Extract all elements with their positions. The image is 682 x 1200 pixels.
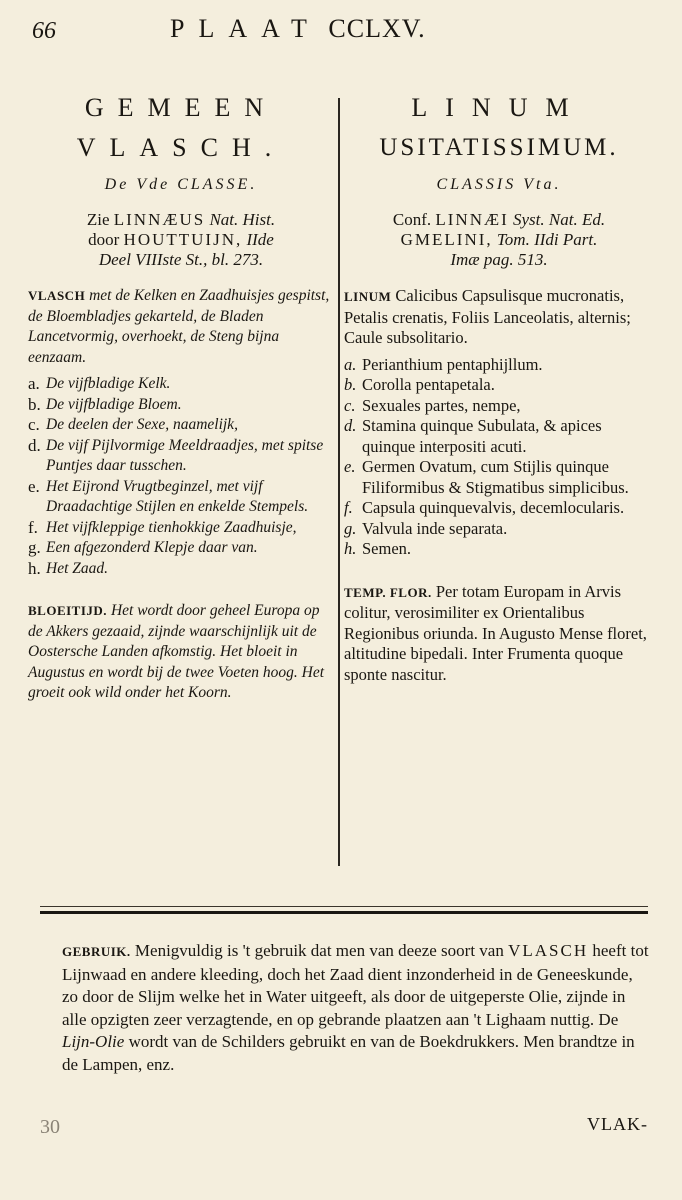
part-key: h. (344, 539, 357, 558)
list-item (344, 457, 654, 498)
part-key: d. (344, 416, 357, 435)
list-item (344, 498, 654, 519)
usage-term-1: VLASCH (508, 941, 589, 960)
left-column (28, 88, 334, 704)
part-key: e. (28, 476, 40, 496)
ref-line3: Deel VIIIste St., bl. 273. (98, 250, 264, 269)
part-key: b. (28, 394, 41, 414)
ref-editor: GMELINI, (400, 230, 493, 249)
list-item (28, 436, 334, 477)
list-item (28, 415, 334, 436)
list-item (344, 539, 654, 560)
part-text: Sexuales partes, nempe, (362, 395, 521, 415)
desc-text: met de Kelken en Zaadhuisjes gespitst, de Bloembladjes gekarteld, de Bladen Lancetvormig, overhoekt, de Steng bijna eenzaam. (28, 287, 330, 366)
temp-label: TEMP. FLOR. (344, 584, 432, 600)
catchword: VLAK- (587, 1114, 648, 1134)
list-item (28, 477, 334, 518)
rule-thick (40, 911, 648, 914)
list-item (28, 559, 334, 580)
part-key: g. (344, 518, 357, 538)
part-key: f. (28, 517, 38, 537)
list-item (28, 395, 334, 416)
bloei-label: BLOEITIJD. (28, 603, 108, 618)
dutch-class: De Vde CLASSE. (104, 176, 258, 193)
latin-reference (344, 210, 654, 270)
part-text: De vijfbladige Kelk. (46, 375, 171, 392)
part-key: b. (344, 375, 357, 394)
temp-text: Per totam Europam in Arvis colitur, verosimiliter ex Orientalibus Regionibus oriunda. In Augusto Mense floret, altitudine bipedali. Inter Frumenta quoque sponte nascitur. (344, 581, 647, 684)
dutch-name-line1: GEMEEN (84, 93, 278, 122)
desc-text: Calicibus Capsulisque mucronatis, Petalis crenatis, Foliis Lanceolatis, alternis; Caule subsolitario. (344, 286, 631, 347)
part-text: Het Eijrond Vrugtbeginzel, met vijf Draadachtige Stijlen en enkelde Stempels. (46, 477, 309, 515)
part-text: Perianthium pentaphijllum. (362, 354, 543, 374)
part-key: c. (28, 415, 40, 434)
part-key: a. (344, 354, 357, 374)
part-text: Een afgezonderd Klepje daar van. (46, 539, 258, 556)
latin-parts-list (344, 355, 654, 560)
list-item (28, 374, 334, 395)
part-key: e. (344, 457, 356, 476)
ref-work: Nat. Hist. (209, 210, 276, 229)
plate-word: PLAAT (170, 14, 321, 43)
list-item (28, 518, 334, 539)
desc-label: VLASCH (28, 288, 86, 303)
part-text: Stamina quinque Subulata, & apices quinque interpositi acuti. (362, 416, 602, 456)
list-item (28, 538, 334, 559)
ref-part: IIde (246, 230, 274, 249)
ref-translator: HOUTTUIJN, (123, 230, 243, 249)
part-text: Germen Ovatum, cum Stijlis quinque Filiformibus & Stigmatibus simplicibus. (362, 457, 629, 497)
part-key: g. (28, 538, 41, 557)
ref-tom: Tom. IIdi Part. (496, 230, 598, 249)
right-column (344, 88, 654, 685)
signature-mark: 30 (40, 1116, 60, 1138)
latin-name-line1: LINUM (411, 93, 587, 122)
list-item (344, 416, 654, 457)
plate-number: CCLXV. (328, 14, 426, 43)
dutch-name-line2: VLASCH. (76, 133, 286, 162)
usage-label: GEBRUIK. (62, 944, 131, 959)
dutch-reference (28, 210, 334, 270)
part-key: f. (344, 498, 353, 517)
part-text: Semen. (362, 539, 412, 558)
usage-text-1: Menigvuldig is 't gebruik dat men van deeze soort van (134, 941, 504, 960)
column-divider (338, 98, 340, 866)
list-item (344, 396, 654, 417)
usage-term-2: Lijn-Olie (62, 1032, 125, 1051)
ref-zie: Zie (86, 210, 110, 229)
latin-class: CLASSIS Vta. (436, 176, 562, 193)
ref-conf: Conf. (392, 210, 432, 229)
part-text: Capsula quinquevalvis, decemlocularis. (362, 498, 625, 517)
part-text: Valvula inde separata. (362, 518, 508, 538)
latin-flowering-time (344, 582, 654, 686)
dutch-parts-list (28, 374, 334, 579)
dutch-flowering-time (28, 601, 334, 704)
ref-author: LINNÆUS (113, 210, 206, 229)
plate-header (170, 14, 426, 44)
part-text: Corolla pentapetala. (362, 375, 495, 394)
usage-text-3: wordt van de Schilders gebruikt en van de Boekdrukkers. Men brandtze in de Lampen, enz. (62, 1032, 635, 1074)
page-number: 66 (32, 18, 56, 44)
list-item (344, 519, 654, 540)
dutch-description (28, 286, 334, 368)
latin-description (344, 286, 654, 349)
bloei-text: Het wordt door geheel Europa op de Akkers gezaaid, zijnde waarschijnlijk uit de Oostersche Landen afkomstig. Het bloeit in Augustus en wordt bij de twee Voeten hoog. Het groeit ook wild onder het Koorn. (28, 602, 325, 701)
usage-paragraph (62, 940, 650, 1076)
ref-work: Syst. Nat. Ed. (513, 210, 606, 229)
ref-door: door (88, 230, 120, 249)
part-key: d. (28, 435, 41, 455)
list-item (344, 355, 654, 376)
ref-line3: Imæ pag. 513. (450, 250, 548, 269)
part-text: Het Zaad. (46, 559, 108, 577)
desc-label: LINUM (344, 289, 392, 304)
part-text: De vijf Pijlvormige Meeldraadjes, met spitse Puntjes daar tusschen. (46, 436, 324, 474)
rule-thin (40, 906, 648, 907)
ref-author: LINNÆI (435, 210, 509, 229)
list-item (344, 375, 654, 396)
part-text: De deelen der Sexe, naamelijk, (46, 416, 238, 433)
part-text: Het vijfkleppige tienhokkige Zaadhuisje, (46, 518, 297, 536)
part-key: c. (344, 395, 356, 415)
part-key: h. (28, 558, 41, 578)
usage-text-2: heeft tot Lijnwaad en andere kleeding, doch het Zaad dient inzonderheid in de Geneeskunde, zo door de Slijm welke het in Water uitgeeft, als door de uitgeperste Olie, zijnde in alle opzigten zeer verzagtende, en op gebrande plaatzen aan 't Lighaam nuttig. De (62, 941, 649, 1029)
latin-name-line2: USITATISSIMUM. (379, 134, 619, 161)
part-text: De vijfbladige Bloem. (46, 395, 182, 413)
part-key: a. (28, 374, 40, 393)
